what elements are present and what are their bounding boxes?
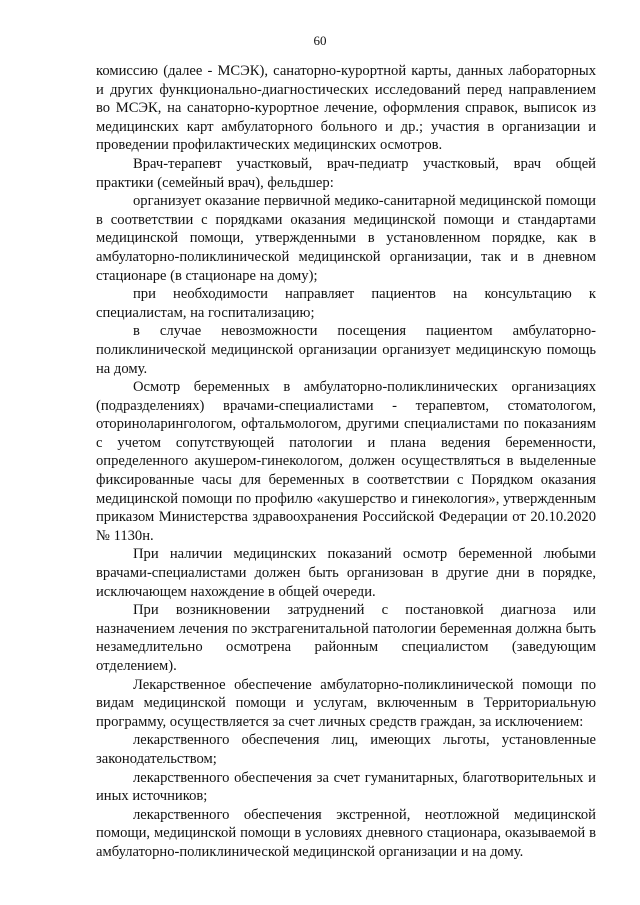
paragraph: лекарственного обеспечения экстренной, неотложной медицинской помощи, медицинской помощи в условиях дневного стационара, оказываемой в амбулаторно-поликлинической медицинской организации и на дому. — [96, 806, 596, 860]
paragraph: При возникновении затруднений с постановкой диагноза или назначением лечения по экстрагенитальной патологии беременная должна быть незамедлительно осмотрена районным специалистом (заведующим отделением). — [96, 602, 596, 674]
paragraph: комиссию (далее - МСЭК), санаторно-курортной карты, данных лабораторных и других функционально-диагностических исследований перед направлением во МСЭК, на санаторно-курортное лечение, оформления справок, выписок из медицинских карт амбулаторного больного и др.; участия в организации и проведении профилактических медицинских осмотров. — [96, 63, 596, 154]
paragraph: в случае невозможности посещения пациентом амбулаторно-поликлинической медицинской организации организует медицинскую помощь на дому. — [96, 323, 596, 377]
paragraph: Осмотр беременных в амбулаторно-поликлинических организациях (подразделениях) врачами-специалистами - терапевтом, стоматологом, оториноларингологом, офтальмологом, другими специалистами по показаниям с учетом сопутствующей патологии и плана ведения беременности, определенного акушером-гинекологом, должен осуществляться в выделенные фиксированные часы для беременных в соответствии с Порядком оказания медицинской помощи по профилю «акушерство и гинекология», утвержденным приказом Министерства здравоохранения Российской Федерации от 20.10.2020 № 1130н. — [96, 379, 596, 544]
paragraph: лекарственного обеспечения за счет гуманитарных, благотворительных и иных источников; — [96, 769, 596, 805]
paragraph: лекарственного обеспечения лиц, имеющих льготы, установленные законодательством; — [96, 732, 596, 767]
page-number: 60 — [313, 33, 327, 48]
document-body — [96, 62, 596, 862]
paragraph: При наличии медицинских показаний осмотр беременной любыми врачами-специалистами должен быть организован в другие дни в порядке, исключающем нахождение в общей очереди. — [96, 546, 596, 600]
paragraph: организует оказание первичной медико-санитарной медицинской помощи в соответствии с порядками оказания медицинской помощи и стандартами медицинской помощи, утвержденными в установленном порядке, как в амбулаторно-поликлинической медицинской организации, так и в дневном стационаре (в стационаре на дому); — [96, 193, 596, 284]
paragraph: Лекарственное обеспечение амбулаторно-поликлинической помощи по видам медицинской помощи и услугам, включенным в Территориальную программу, осуществляется за счет личных средств граждан, за исключением: — [96, 676, 596, 730]
paragraph: Врач-терапевт участковый, врач-педиатр участковый, врач общей практики (семейный врач), фельдшер: — [96, 155, 596, 191]
paragraph: при необходимости направляет пациентов на консультацию к специалистам, на госпитализацию; — [96, 286, 596, 321]
